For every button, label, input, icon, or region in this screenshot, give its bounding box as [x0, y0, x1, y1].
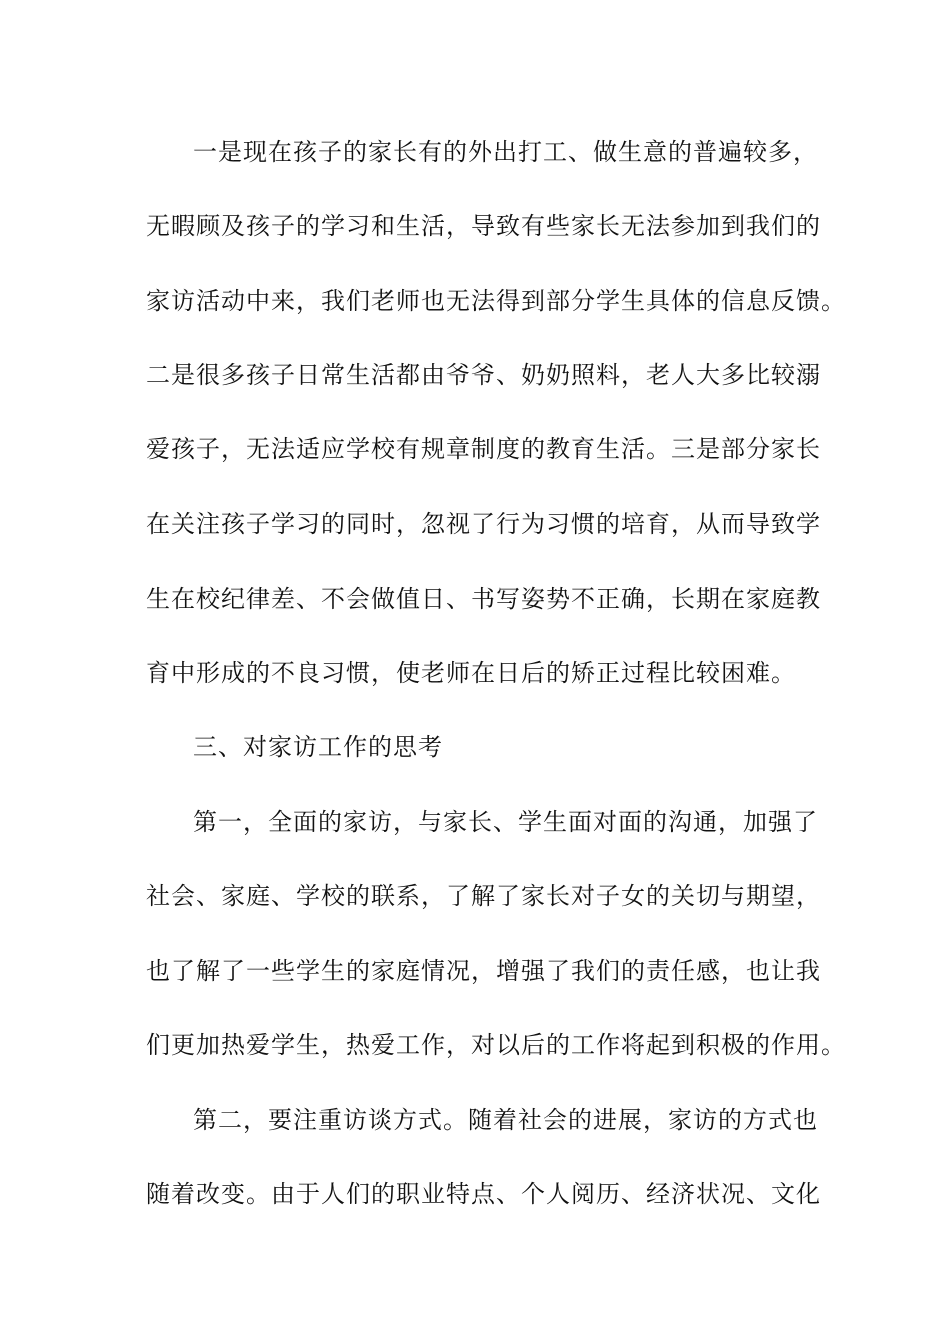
paragraph-line: 们更加热爱学生，热爱工作，对以后的工作将起到积极的作用。 — [146, 1031, 846, 1059]
paragraph-line: 无暇顾及孩子的学习和生活，导致有些家长无法参加到我们的 — [146, 212, 821, 240]
paragraph-line: 二是很多孩子日常生活都由爷爷、奶奶照料，老人大多比较溺 — [146, 361, 821, 389]
paragraph-line: 第一，全面的家访，与家长、学生面对面的沟通，加强了 — [193, 808, 818, 836]
paragraph-line: 随着改变。由于人们的职业特点、个人阅历、经济状况、文化 — [146, 1180, 821, 1208]
paragraph-line: 家访活动中来，我们老师也无法得到部分学生具体的信息反馈。 — [146, 287, 846, 315]
paragraph-line: 社会、家庭、学校的联系，了解了家长对子女的关切与期望， — [146, 882, 821, 910]
section-heading: 三、对家访工作的思考 — [193, 733, 443, 761]
paragraph-line: 也了解了一些学生的家庭情况，增强了我们的责任感，也让我 — [146, 957, 821, 985]
paragraph-line: 育中形成的不良习惯，使老师在日后的矫正过程比较困难。 — [146, 659, 796, 687]
paragraph-line: 爱孩子，无法适应学校有规章制度的教育生活。三是部分家长 — [146, 435, 821, 463]
paragraph-line: 一是现在孩子的家长有的外出打工、做生意的普遍较多， — [193, 138, 818, 166]
paragraph-line: 生在校纪律差、不会做值日、书写姿势不正确，长期在家庭教 — [146, 585, 821, 613]
paragraph-line: 第二，要注重访谈方式。随着社会的进展，家访的方式也 — [193, 1106, 818, 1134]
paragraph-line: 在关注孩子学习的同时，忽视了行为习惯的培育，从而导致学 — [146, 510, 821, 538]
